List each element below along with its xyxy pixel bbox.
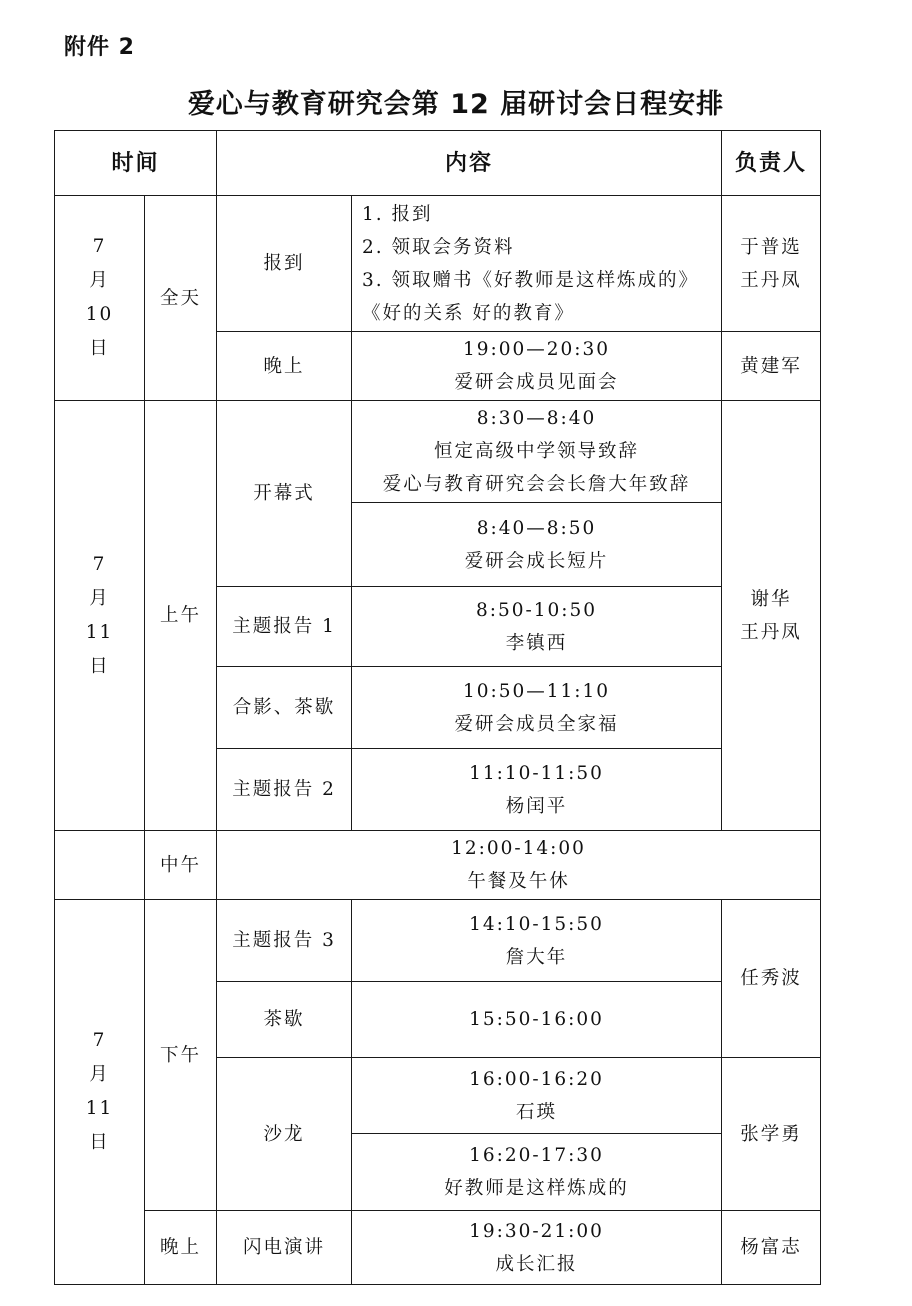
table-row: [55, 831, 821, 900]
period-cell: 全天: [145, 196, 217, 401]
content-cell: 11:10-11:50 杨闰平: [352, 749, 722, 831]
table-row: [55, 900, 821, 982]
content-cell: 10:50—11:10 爱研会成员全家福: [352, 667, 722, 749]
period-cell: 中午: [145, 831, 217, 900]
content-cell: 16:00-16:20 石瑛: [352, 1058, 722, 1134]
attachment-label: 附件 2: [64, 35, 135, 60]
item-cell: 闪电演讲: [217, 1211, 352, 1285]
item-cell: 开幕式: [217, 401, 352, 587]
owner-cell: 张学勇: [722, 1058, 821, 1211]
item-cell: 沙龙: [217, 1058, 352, 1211]
period-cell: 下午: [145, 900, 217, 1211]
content-cell: 15:50-16:00: [352, 982, 722, 1058]
content-cell: 14:10-15:50 詹大年: [352, 900, 722, 982]
owner-cell: 黄建军: [722, 332, 821, 401]
content-cell: 19:30-21:00 成长汇报: [352, 1211, 722, 1285]
item-cell: 报到: [217, 196, 352, 332]
owner-cell: 杨富志: [722, 1211, 821, 1285]
content-cell: 1. 报到 2. 领取会务资料 3. 领取赠书《好教师是这样炼成的》 《好的关系 好的教育》: [352, 196, 722, 332]
item-cell: 主题报告 2: [217, 749, 352, 831]
date-cell: 7 月 11 日: [55, 900, 145, 1285]
owner-cell: 任秀波: [722, 900, 821, 1058]
content-cell: 8:40—8:50 爱研会成长短片: [352, 503, 722, 587]
item-cell: 主题报告 1: [217, 587, 352, 667]
item-cell: 茶歇: [217, 982, 352, 1058]
header-row: [55, 131, 821, 196]
content-cell: 19:00—20:30 爱研会成员见面会: [352, 332, 722, 401]
owner-cell: 谢华 王丹凤: [722, 401, 821, 831]
date-cell: 7 月 10 日: [55, 196, 145, 401]
date-cell: 7 月 11 日: [55, 401, 145, 831]
table-row: [55, 196, 821, 332]
item-cell: 晚上: [217, 332, 352, 401]
page-title: 爱心与教育研究会第 12 届研讨会日程安排: [187, 89, 725, 120]
content-cell: 16:20-17:30 好教师是这样炼成的: [352, 1134, 722, 1211]
period-cell: 上午: [145, 401, 217, 831]
header-owner: 负责人: [722, 131, 821, 196]
content-cell: 8:50-10:50 李镇西: [352, 587, 722, 667]
period-cell: 晚上: [145, 1211, 217, 1285]
header-content: 内容: [217, 131, 722, 196]
table-row: [55, 401, 821, 503]
owner-cell: 于普选 王丹凤: [722, 196, 821, 332]
header-time: 时间: [55, 131, 217, 196]
item-cell: 主题报告 3: [217, 900, 352, 982]
content-cell: 12:00-14:00 午餐及午休: [217, 831, 821, 900]
empty-cell: [55, 831, 145, 900]
table-row: [55, 1211, 821, 1285]
schedule-table: [54, 130, 821, 1285]
item-cell: 合影、茶歇: [217, 667, 352, 749]
content-cell: 8:30—8:40 恒定高级中学领导致辞 爱心与教育研究会会长詹大年致辞: [352, 401, 722, 503]
